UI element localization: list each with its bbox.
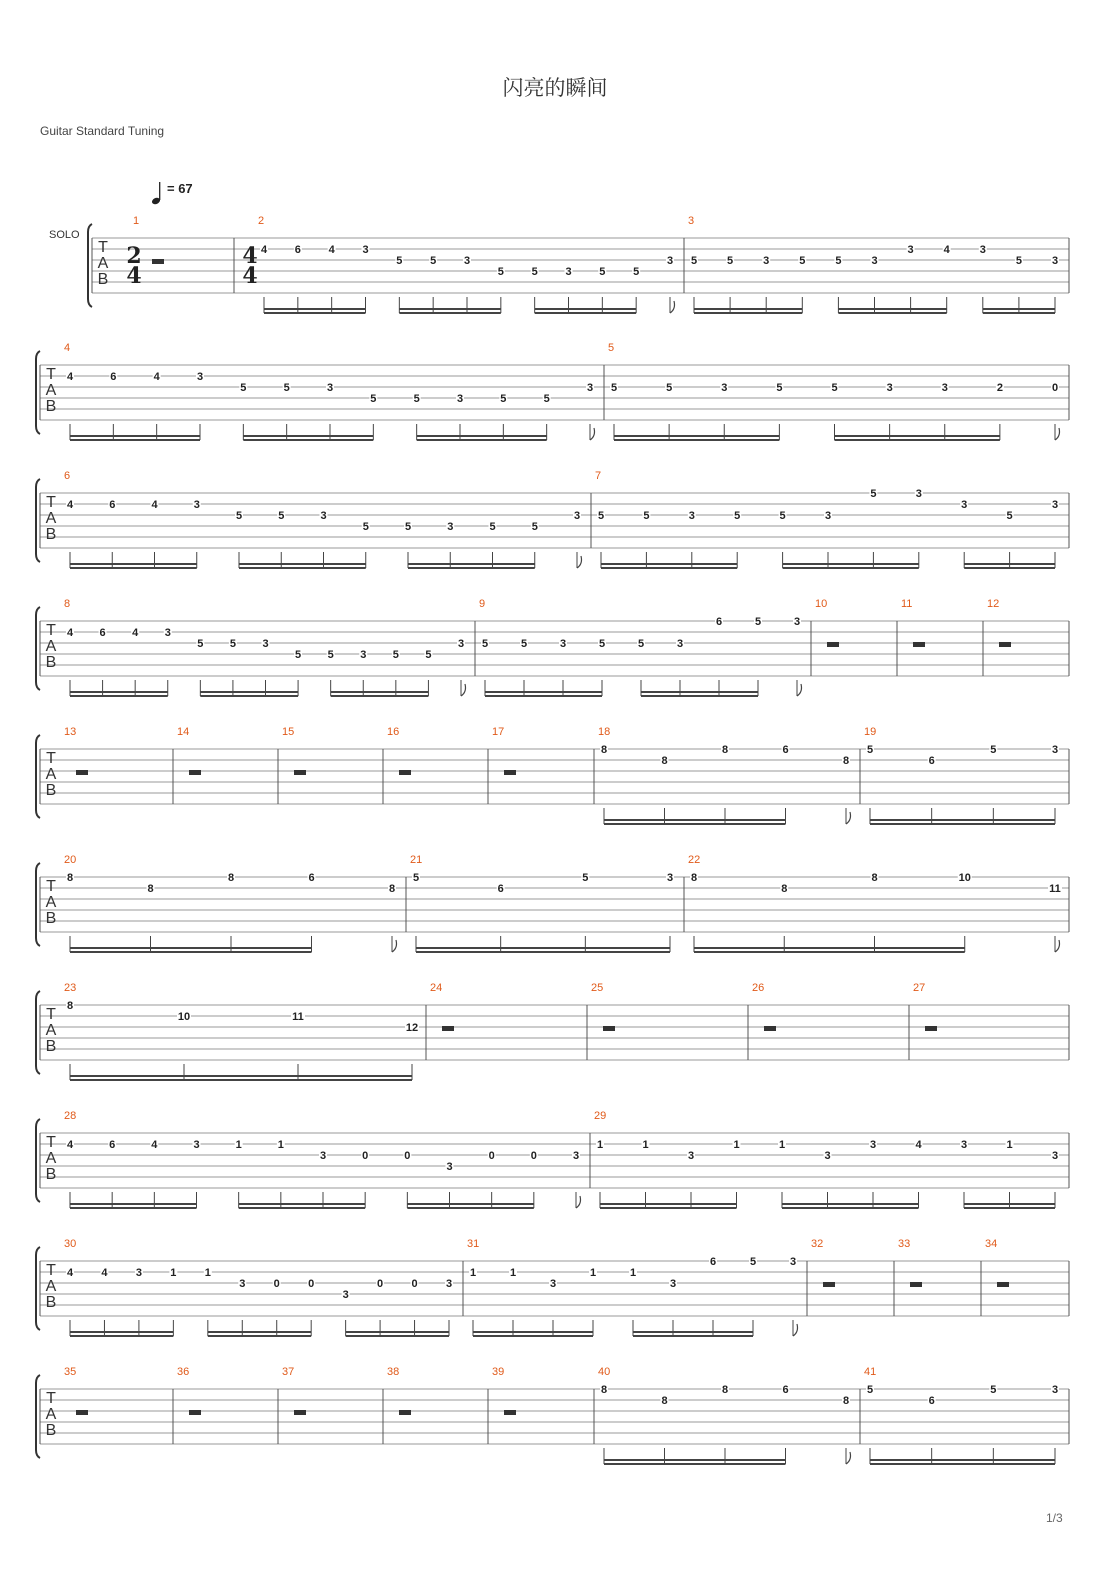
- whole-rest: [999, 642, 1011, 647]
- fret-number: 3: [362, 244, 369, 256]
- fret-number: 8: [842, 755, 850, 767]
- measure-number: 7: [595, 470, 602, 482]
- fret-number: 8: [781, 883, 788, 895]
- fret-number: 5: [197, 638, 204, 650]
- fret-number: 12: [405, 1022, 419, 1034]
- time-signature-top: 2: [126, 243, 142, 269]
- measure-number: 2: [258, 215, 265, 227]
- fret-number: 5: [229, 638, 236, 650]
- measure-number: 8: [64, 598, 71, 610]
- measure-number: 29: [594, 1110, 607, 1122]
- fret-number: 4: [101, 1267, 108, 1279]
- measure-number: 32: [811, 1238, 824, 1250]
- fret-number: 3: [1051, 255, 1059, 267]
- fret-number: 3: [196, 371, 204, 383]
- fret-number: 1: [596, 1139, 604, 1151]
- system-bracket: [36, 735, 40, 818]
- fret-number: 5: [610, 382, 618, 394]
- fret-number: 5: [520, 638, 528, 650]
- tab-clef-letter: A: [45, 638, 57, 655]
- measure-number: 22: [688, 854, 701, 866]
- fret-number: 4: [66, 499, 74, 511]
- fret-number: 3: [688, 510, 695, 522]
- measure-number: 26: [752, 982, 765, 994]
- fret-number: 0: [308, 1278, 315, 1290]
- fret-number: 5: [599, 266, 606, 278]
- fret-number: 8: [871, 872, 878, 884]
- fret-number: 5: [531, 266, 538, 278]
- fret-number: 0: [411, 1278, 418, 1290]
- measure-number: 21: [410, 854, 423, 866]
- fret-number: 1: [1006, 1139, 1013, 1151]
- measure-number: 34: [985, 1238, 998, 1250]
- tab-clef-letter: B: [97, 271, 109, 288]
- whole-rest: [76, 1410, 88, 1415]
- tab-clef-letter: B: [45, 526, 57, 543]
- fret-number: 5: [776, 382, 783, 394]
- measure-number: 3: [688, 215, 695, 227]
- fret-number: 4: [66, 627, 74, 639]
- measure-number: 25: [591, 982, 604, 994]
- whole-rest: [997, 1282, 1009, 1287]
- fret-number: 8: [721, 744, 729, 756]
- measure-number: 6: [64, 470, 71, 482]
- fret-number: 3: [135, 1267, 142, 1279]
- whole-rest: [442, 1026, 454, 1031]
- measure-number: 28: [64, 1110, 77, 1122]
- fret-number: 5: [727, 255, 734, 267]
- song-title: 闪亮的瞬间: [502, 76, 608, 100]
- fret-number: 5: [392, 649, 399, 661]
- tab-clef-letter: T: [46, 750, 56, 767]
- fret-number: 3: [824, 1150, 831, 1162]
- fret-number: 5: [597, 510, 605, 522]
- whole-rest: [152, 259, 164, 264]
- fret-number: 0: [530, 1150, 537, 1162]
- fret-number: 0: [404, 1150, 411, 1162]
- fret-number: 3: [669, 1278, 677, 1290]
- fret-number: 3: [447, 521, 454, 533]
- whole-rest: [399, 1410, 411, 1415]
- fret-number: 5: [283, 382, 290, 394]
- fret-number: 3: [456, 393, 464, 405]
- fret-number: 6: [109, 499, 116, 511]
- fret-number: 5: [412, 872, 420, 884]
- fret-number: 1: [778, 1139, 786, 1151]
- fret-number: 5: [413, 393, 420, 405]
- fret-number: 4: [151, 1139, 158, 1151]
- fret-number: 5: [598, 638, 606, 650]
- measure-number: 33: [898, 1238, 911, 1250]
- fret-number: 3: [1051, 499, 1059, 511]
- tab-clef-letter: B: [45, 654, 57, 671]
- fret-number: 8: [66, 1000, 74, 1012]
- fret-number: 3: [319, 1150, 327, 1162]
- fret-number: 6: [782, 1384, 789, 1396]
- fret-number: 5: [370, 393, 377, 405]
- tab-clef-letter: T: [98, 239, 108, 256]
- fret-number: 3: [573, 510, 581, 522]
- tab-clef-letter: T: [46, 1134, 56, 1151]
- fret-number: 3: [793, 616, 801, 628]
- tab-clef-letter: A: [45, 1406, 57, 1423]
- fret-number: 3: [871, 255, 878, 267]
- fret-number: 1: [277, 1139, 284, 1151]
- fret-number: 4: [66, 1267, 74, 1279]
- tab-clef-letter: B: [45, 1038, 57, 1055]
- measure-number: 20: [64, 854, 77, 866]
- fret-number: 3: [886, 382, 893, 394]
- measure-number: 19: [864, 726, 877, 738]
- system-bracket: [36, 1247, 40, 1330]
- system-bracket: [36, 991, 40, 1074]
- fret-number: 5: [779, 510, 786, 522]
- whole-rest: [603, 1026, 615, 1031]
- fret-number: 3: [342, 1289, 349, 1301]
- fret-number: 2: [996, 382, 1003, 394]
- fret-number: 3: [320, 510, 327, 522]
- whole-rest: [399, 770, 411, 775]
- note-flag: [670, 301, 675, 313]
- fret-number: 4: [943, 244, 950, 256]
- fret-number: 6: [928, 1395, 935, 1407]
- fret-number: 3: [979, 244, 986, 256]
- fret-number: 5: [582, 872, 589, 884]
- fret-number: 6: [715, 616, 723, 628]
- fret-number: 6: [109, 1139, 116, 1151]
- fret-number: 4: [66, 1139, 74, 1151]
- fret-number: 3: [687, 1150, 695, 1162]
- measure-number: 9: [479, 598, 486, 610]
- tab-clef-letter: T: [46, 878, 56, 895]
- fret-number: 8: [388, 883, 396, 895]
- tab-clef-letter: B: [45, 1166, 57, 1183]
- whole-rest: [189, 1410, 201, 1415]
- fret-number: 8: [661, 755, 668, 767]
- fret-number: 5: [870, 488, 877, 500]
- fret-number: 6: [928, 755, 935, 767]
- tab-clef-letter: T: [46, 494, 56, 511]
- tab-clef-letter: A: [45, 766, 57, 783]
- note-flag: [846, 812, 851, 824]
- tab-clef-letter: A: [45, 1278, 57, 1295]
- note-flag: [797, 684, 802, 696]
- fret-number: 1: [589, 1267, 597, 1279]
- fret-number: 3: [262, 638, 269, 650]
- fret-number: 6: [497, 883, 504, 895]
- note-flag: [846, 1452, 851, 1464]
- whole-rest: [925, 1026, 937, 1031]
- measure-number: 38: [387, 1366, 400, 1378]
- fret-number: 3: [869, 1139, 877, 1151]
- time-signature-bottom: 4: [242, 263, 258, 289]
- fret-number: 3: [666, 255, 674, 267]
- fret-number: 11: [1049, 883, 1061, 895]
- fret-number: 10: [177, 1011, 191, 1023]
- tab-clef-letter: T: [46, 366, 56, 383]
- fret-number: 1: [204, 1267, 211, 1279]
- tab-clef-letter: T: [46, 622, 56, 639]
- fret-number: 5: [633, 266, 640, 278]
- measure-number: 5: [608, 342, 615, 354]
- fret-number: 8: [661, 1395, 668, 1407]
- fret-number: 4: [66, 371, 74, 383]
- fret-number: 3: [1051, 744, 1059, 756]
- fret-number: 3: [763, 255, 770, 267]
- fret-number: 5: [1015, 255, 1022, 267]
- tab-clef-letter: B: [45, 398, 57, 415]
- measure-number: 14: [177, 726, 190, 738]
- tab-clef-letter: B: [45, 1294, 57, 1311]
- fret-number: 5: [425, 649, 432, 661]
- fret-number: 8: [600, 1384, 608, 1396]
- fret-number: 3: [239, 1278, 246, 1290]
- measure-number: 40: [598, 1366, 611, 1378]
- tab-clef-letter: B: [45, 910, 57, 927]
- tab-clef-letter: A: [45, 1150, 57, 1167]
- measure-number: 39: [492, 1366, 505, 1378]
- fret-number: 4: [915, 1139, 922, 1151]
- track-name: SOLO: [49, 229, 80, 241]
- fret-number: 3: [360, 649, 367, 661]
- measure-number: 4: [64, 342, 71, 354]
- time-signature-top: 4: [242, 243, 258, 269]
- system-bracket: [88, 224, 92, 307]
- fret-number: 0: [362, 1150, 369, 1162]
- fret-number: 5: [637, 638, 645, 650]
- measure-number: 36: [177, 1366, 190, 1378]
- fret-number: 4: [328, 244, 335, 256]
- fret-number: 6: [782, 744, 789, 756]
- fret-number: 6: [110, 371, 117, 383]
- fret-number: 3: [961, 499, 968, 511]
- fret-number: 5: [430, 255, 437, 267]
- fret-number: 3: [941, 382, 948, 394]
- fret-number: 4: [132, 627, 139, 639]
- measure-number: 31: [467, 1238, 480, 1250]
- fret-number: 5: [240, 382, 247, 394]
- fret-number: 8: [147, 883, 154, 895]
- fret-number: 3: [721, 382, 728, 394]
- fret-number: 3: [193, 1139, 200, 1151]
- note-flag: [793, 1324, 798, 1336]
- fret-number: 6: [99, 627, 106, 639]
- measure-number: 37: [282, 1366, 295, 1378]
- fret-number: 5: [643, 510, 650, 522]
- measure-number: 13: [64, 726, 77, 738]
- tab-clef-letter: A: [45, 382, 57, 399]
- fret-number: 5: [690, 255, 698, 267]
- whole-rest: [913, 642, 925, 647]
- fret-number: 5: [327, 649, 334, 661]
- fret-number: 5: [866, 744, 874, 756]
- measure-number: 23: [64, 982, 77, 994]
- measure-number: 17: [492, 726, 505, 738]
- tab-clef-letter: B: [45, 1422, 57, 1439]
- system-bracket: [36, 479, 40, 562]
- fret-number: 5: [278, 510, 285, 522]
- note-flag: [590, 428, 595, 440]
- fret-number: 5: [497, 266, 504, 278]
- tab-clef-letter: B: [45, 782, 57, 799]
- measure-number: 12: [987, 598, 1000, 610]
- measure-number: 41: [864, 1366, 877, 1378]
- fret-number: 3: [445, 1278, 453, 1290]
- fret-number: 5: [866, 1384, 874, 1396]
- fret-number: 5: [531, 521, 538, 533]
- fret-number: 6: [709, 1256, 717, 1268]
- fret-number: 8: [721, 1384, 729, 1396]
- fret-number: 3: [586, 382, 594, 394]
- fret-number: 0: [377, 1278, 384, 1290]
- fret-number: 3: [559, 638, 567, 650]
- tab-clef-letter: A: [97, 255, 109, 272]
- tuning-label: Guitar Standard Tuning: [40, 124, 165, 138]
- measure-number: 16: [387, 726, 400, 738]
- tab-clef-letter: T: [46, 1006, 56, 1023]
- fret-number: 6: [308, 872, 315, 884]
- fret-number: 8: [842, 1395, 850, 1407]
- note-flag: [1055, 428, 1060, 440]
- fret-number: 3: [463, 255, 471, 267]
- fret-number: 5: [404, 521, 412, 533]
- whole-rest: [504, 1410, 516, 1415]
- fret-number: 3: [824, 510, 832, 522]
- fret-number: 3: [1051, 1150, 1059, 1162]
- note-flag: [576, 1196, 581, 1208]
- system-bracket: [36, 1375, 40, 1458]
- fret-number: 8: [600, 744, 608, 756]
- whole-rest: [827, 642, 839, 647]
- measure-number: 27: [913, 982, 926, 994]
- page-number: 1/3: [1046, 1511, 1063, 1525]
- fret-number: 6: [294, 244, 301, 256]
- fret-number: 3: [326, 382, 334, 394]
- fret-number: 4: [153, 371, 160, 383]
- fret-number: 5: [489, 521, 496, 533]
- fret-number: 3: [446, 1161, 453, 1173]
- whole-rest: [823, 1282, 835, 1287]
- fret-number: 1: [235, 1139, 242, 1151]
- whole-rest: [294, 770, 306, 775]
- fret-number: 0: [1051, 382, 1059, 394]
- fret-number: 5: [295, 649, 302, 661]
- fret-number: 4: [151, 499, 158, 511]
- tab-clef-letter: T: [46, 1390, 56, 1407]
- note-flag: [1055, 940, 1060, 952]
- whole-rest: [910, 1282, 922, 1287]
- fret-number: 3: [666, 872, 674, 884]
- measure-number: 18: [598, 726, 611, 738]
- measure-number: 35: [64, 1366, 77, 1378]
- fret-number: 1: [642, 1139, 649, 1151]
- fret-number: 0: [273, 1278, 280, 1290]
- fret-number: 5: [831, 382, 838, 394]
- whole-rest: [76, 770, 88, 775]
- measure-number: 15: [282, 726, 295, 738]
- fret-number: 5: [543, 393, 550, 405]
- fret-number: 5: [481, 638, 489, 650]
- whole-rest: [764, 1026, 776, 1031]
- tempo-value: = 67: [167, 181, 193, 196]
- fret-number: 3: [565, 266, 572, 278]
- fret-number: 3: [1051, 1384, 1059, 1396]
- fret-number: 11: [292, 1011, 304, 1023]
- tab-clef-letter: A: [45, 894, 57, 911]
- fret-number: 3: [457, 638, 465, 650]
- fret-number: 3: [164, 627, 171, 639]
- fret-number: 1: [170, 1267, 177, 1279]
- system-bracket: [36, 351, 40, 434]
- fret-number: 5: [799, 255, 806, 267]
- note-flag: [392, 940, 397, 952]
- fret-number: 5: [990, 1384, 997, 1396]
- measure-number: 30: [64, 1238, 77, 1250]
- tab-clef-letter: A: [45, 1022, 57, 1039]
- tab-clef-letter: A: [45, 510, 57, 527]
- fret-number: 5: [749, 1256, 757, 1268]
- measure-number: 11: [901, 598, 913, 610]
- fret-number: 5: [1006, 510, 1013, 522]
- system-bracket: [36, 863, 40, 946]
- fret-number: 3: [549, 1278, 557, 1290]
- fret-number: 1: [469, 1267, 477, 1279]
- fret-number: 3: [915, 488, 922, 500]
- fret-number: 8: [690, 872, 698, 884]
- fret-number: 3: [676, 638, 684, 650]
- whole-rest: [294, 1410, 306, 1415]
- fret-number: 8: [66, 872, 74, 884]
- system-bracket: [36, 607, 40, 690]
- fret-number: 10: [958, 872, 971, 884]
- fret-number: 5: [734, 510, 741, 522]
- note-flag: [577, 556, 582, 568]
- tab-clef-letter: T: [46, 1262, 56, 1279]
- whole-rest: [504, 770, 516, 775]
- note-flag: [461, 684, 466, 696]
- measure-number: 10: [815, 598, 828, 610]
- fret-number: 1: [629, 1267, 637, 1279]
- system-bracket: [36, 1119, 40, 1202]
- fret-number: 3: [572, 1150, 580, 1162]
- fret-number: 0: [488, 1150, 495, 1162]
- fret-number: 3: [789, 1256, 797, 1268]
- fret-number: 5: [235, 510, 243, 522]
- fret-number: 4: [260, 244, 268, 256]
- fret-number: 1: [509, 1267, 517, 1279]
- measure-number: 24: [430, 982, 443, 994]
- fret-number: 8: [227, 872, 235, 884]
- fret-number: 5: [362, 521, 369, 533]
- fret-number: 5: [835, 255, 842, 267]
- fret-number: 5: [666, 382, 673, 394]
- fret-number: 3: [907, 244, 914, 256]
- fret-number: 5: [990, 744, 997, 756]
- fret-number: 1: [733, 1139, 740, 1151]
- fret-number: 5: [754, 616, 762, 628]
- measure-number: 1: [133, 215, 140, 227]
- fret-number: 3: [960, 1139, 968, 1151]
- whole-rest: [189, 770, 201, 775]
- time-signature-bottom: 4: [126, 263, 142, 289]
- fret-number: 5: [500, 393, 507, 405]
- fret-number: 3: [193, 499, 200, 511]
- fret-number: 5: [396, 255, 403, 267]
